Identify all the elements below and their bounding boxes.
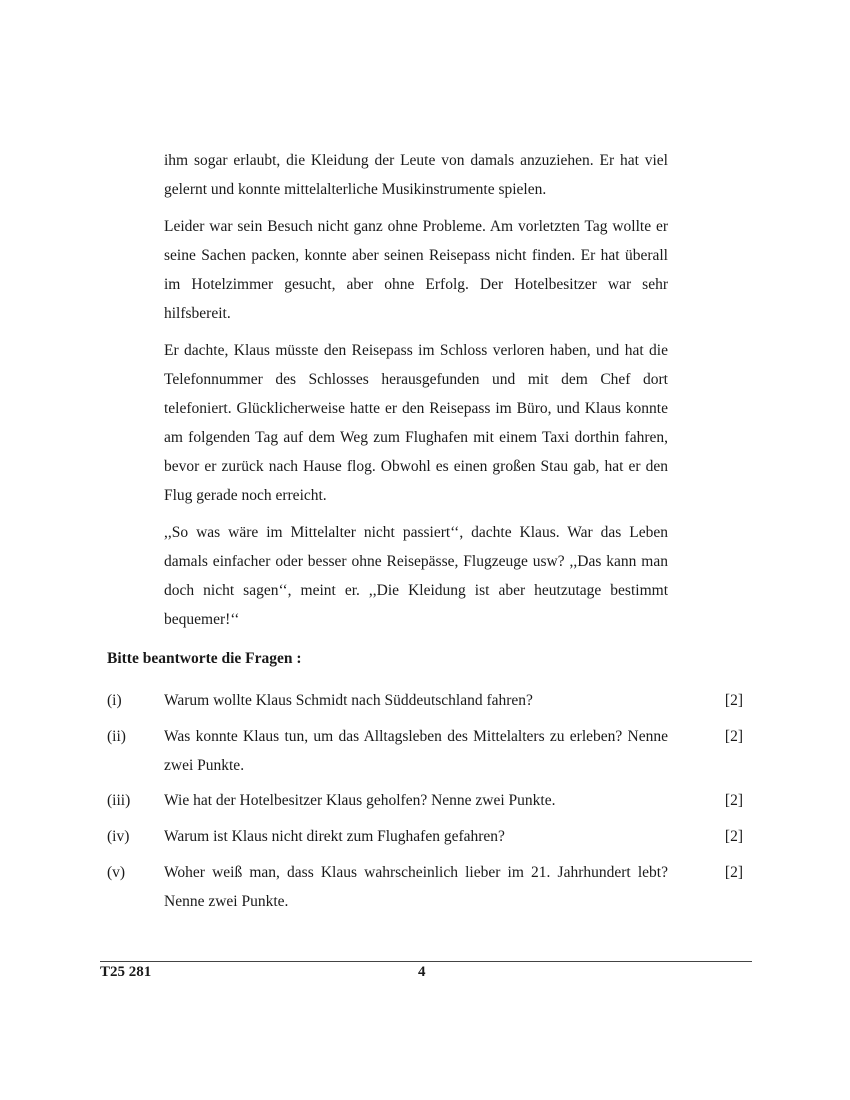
footer-divider <box>100 961 752 962</box>
question-number: (iv) <box>107 828 130 845</box>
question-marks: [2] <box>724 728 743 745</box>
question-text: Was konnte Klaus tun, um das Alltagsleben des Mittelalters zu erleben? Nenne zwei Punkte. <box>164 728 668 774</box>
question-number: (iii) <box>107 792 131 809</box>
question-number: (i) <box>107 692 122 709</box>
question-number: (v) <box>107 864 126 881</box>
question-marks: [2] <box>724 692 743 709</box>
question-number: (ii) <box>107 728 126 745</box>
questions-heading: Bitte beantworte die Fragen : <box>107 650 302 667</box>
question-marks: [2] <box>724 828 743 845</box>
paper-code: T25 281 <box>100 964 152 980</box>
passage-paragraph-1: ihm sogar erlaubt, die Kleidung der Leute von damals anzuziehen. Er hat viel gelernt und konnte mittelalterliche Musikinstrumente spielen. <box>164 152 668 198</box>
passage-paragraph-4: ,,So was wäre im Mittelalter nicht passiert‘‘, dachte Klaus. War das Leben damals einfacher oder besser ohne Reisepässe, Flugzeuge usw? ,,Das kann man doch nicht sagen‘‘, meint er. ,,Die Kleidung ist aber heutzutage bestimmt bequemer!‘‘ <box>164 524 668 628</box>
page-number: 4 <box>418 964 426 980</box>
question-text: Woher weiß man, dass Klaus wahrscheinlich lieber im 21. Jahrhundert lebt? Nenne zwei Punkte. <box>164 864 668 910</box>
passage-paragraph-3: Er dachte, Klaus müsste den Reisepass im Schloss verloren haben, und hat die Telefonnummer des Schlosses herausgefunden und mit dem Chef dort telefoniert. Glücklicherweise hatte er den Reisepass im Büro, und Klaus konnte am folgenden Tag auf dem Weg zum Flughafen mit einem Taxi dorthin fahren, bevor er zurück nach Hause flog. Obwohl es einen großen Stau gab, hat er den Flug gerade noch erreicht. <box>164 342 668 504</box>
question-marks: [2] <box>724 792 743 809</box>
question-marks: [2] <box>724 864 743 881</box>
question-text: Wie hat der Hotelbesitzer Klaus geholfen? Nenne zwei Punkte. <box>164 792 556 809</box>
question-text: Warum wollte Klaus Schmidt nach Süddeutschland fahren? <box>164 692 533 709</box>
question-text: Warum ist Klaus nicht direkt zum Flughafen gefahren? <box>164 828 505 845</box>
passage-paragraph-2: Leider war sein Besuch nicht ganz ohne Probleme. Am vorletzten Tag wollte er seine Sachen packen, konnte aber seinen Reisepass nicht finden. Er hat überall im Hotelzimmer gesucht, aber ohne Erfolg. Der Hotelbesitzer war sehr hilfsbereit. <box>164 218 668 322</box>
reading-passage <box>164 146 668 642</box>
